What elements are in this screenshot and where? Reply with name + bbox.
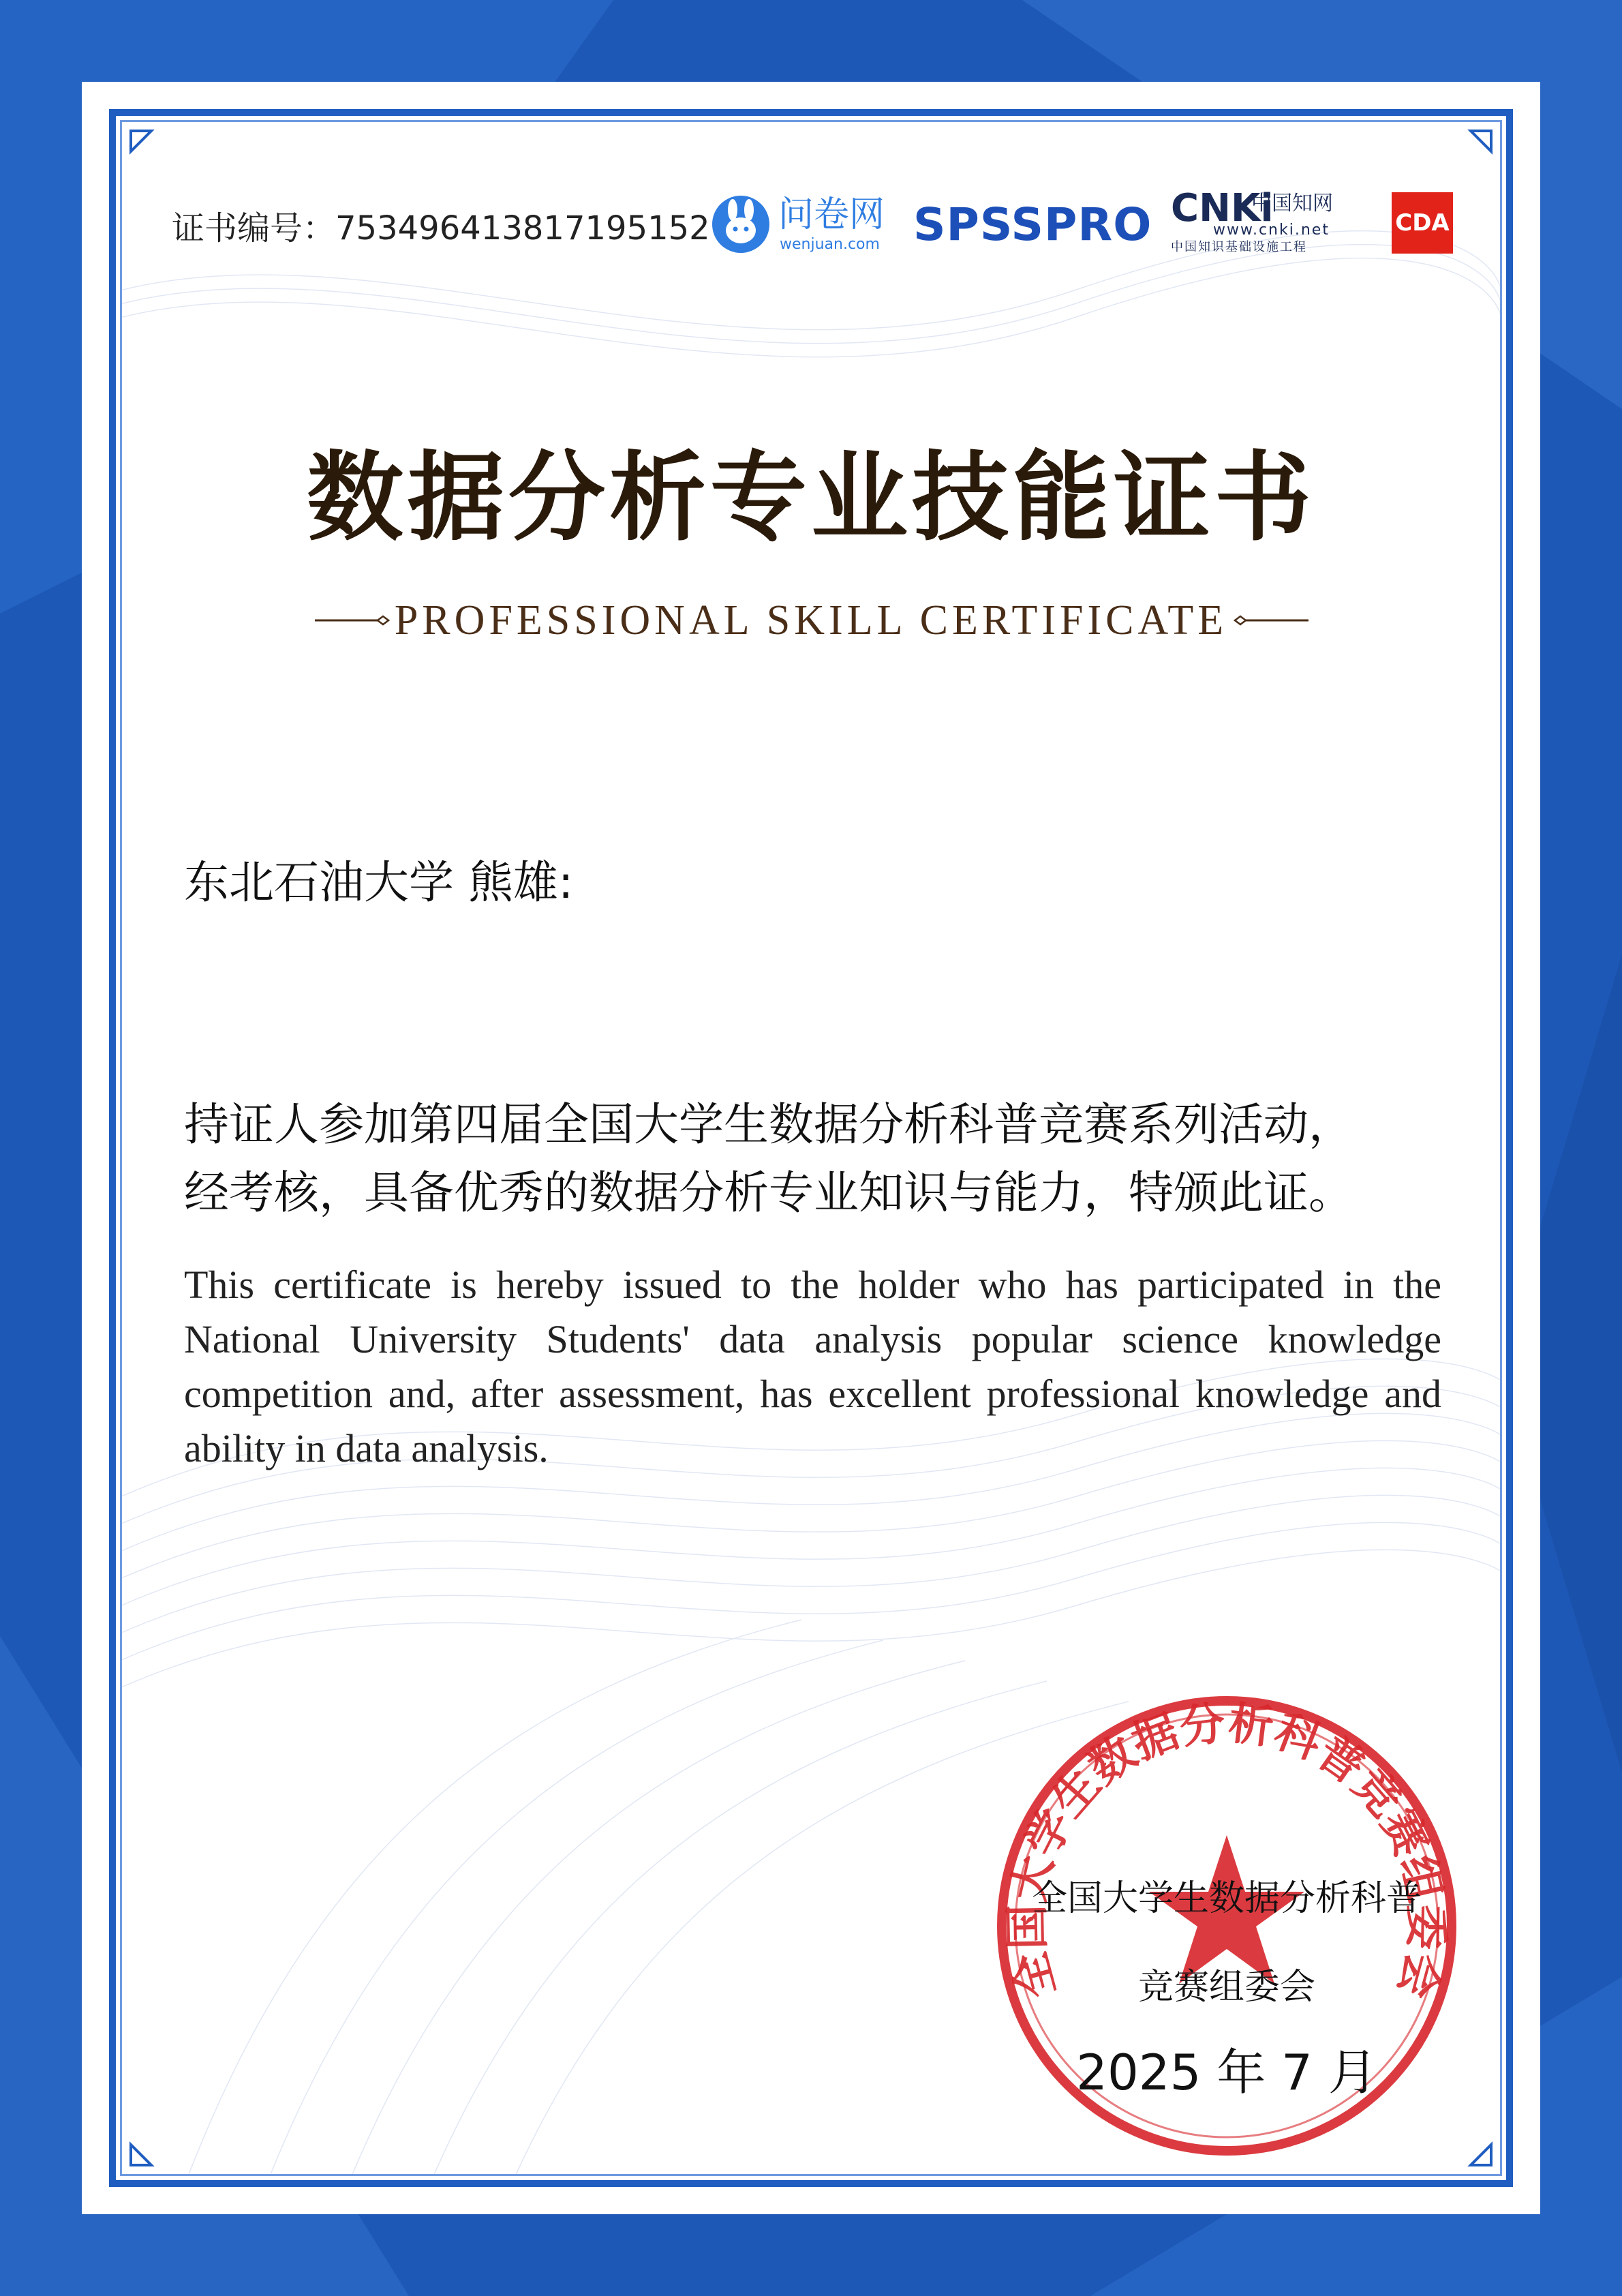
- bunny-icon: [710, 194, 771, 255]
- certificate-title: 数据分析专业技能证书: [307, 441, 1315, 554]
- cda-logo: CDA: [1392, 192, 1453, 254]
- corner-ornament-bottom-right: [1465, 2139, 1493, 2166]
- corner-ornament-top-left: [129, 130, 157, 157]
- spsspro-logo: SPSSPRO: [913, 198, 1152, 251]
- certificate-subtitle: PROFESSIONAL SKILL CERTIFICATE: [394, 597, 1228, 644]
- issuer-name: [995, 1854, 1458, 2031]
- wenjuan-logo-name: 问卷网: [778, 194, 885, 235]
- corner-ornament-top-right: [1465, 130, 1493, 157]
- recipient-name: 东北石油大学 熊雄:: [184, 856, 574, 909]
- body-english: This certificate is hereby issued to the holder who has participated in the National University Students' data analysis popular science knowledge competition and, after assessment, has excellent professional knowledge and ability in data analysis.: [184, 1263, 1441, 1470]
- seal-text: 全国大学生数据分析科普竞赛组委会: [1000, 1695, 1454, 2004]
- certificate-number-label: 证书编号：: [172, 209, 336, 247]
- issue-date: 2025 年 7 月: [1076, 2044, 1377, 2101]
- cnki-logo: [1171, 188, 1362, 256]
- cnki-logo-mark: CNKi: [1171, 186, 1274, 230]
- wenjuan-logo: [710, 191, 887, 259]
- certificate-number-value: 753496413817195152: [335, 209, 710, 247]
- issuer-line: 全国大学生数据分析科普: [1031, 1878, 1422, 1919]
- subtitle-ornament-right: [1234, 610, 1309, 631]
- body-chinese-line: 经考核，具备优秀的数据分析专业知识与能力，特颁此证。: [184, 1166, 1353, 1219]
- cnki-logo-url: www.cnki.net: [1213, 222, 1330, 239]
- body-chinese: [184, 1091, 1452, 1227]
- issuer-line: 竞赛组委会: [1137, 1967, 1315, 2008]
- certificate-number: [172, 208, 710, 249]
- cnki-logo-tagline: 中国知识基础设施工程: [1171, 240, 1307, 254]
- corner-ornament-bottom-left: [129, 2139, 157, 2166]
- cnki-logo-name: 中国知网: [1251, 192, 1333, 215]
- wenjuan-logo-url: wenjuan.com: [780, 236, 880, 253]
- body-chinese-line: 持证人参加第四届全国大学生数据分析科普竞赛系列活动，: [184, 1098, 1353, 1151]
